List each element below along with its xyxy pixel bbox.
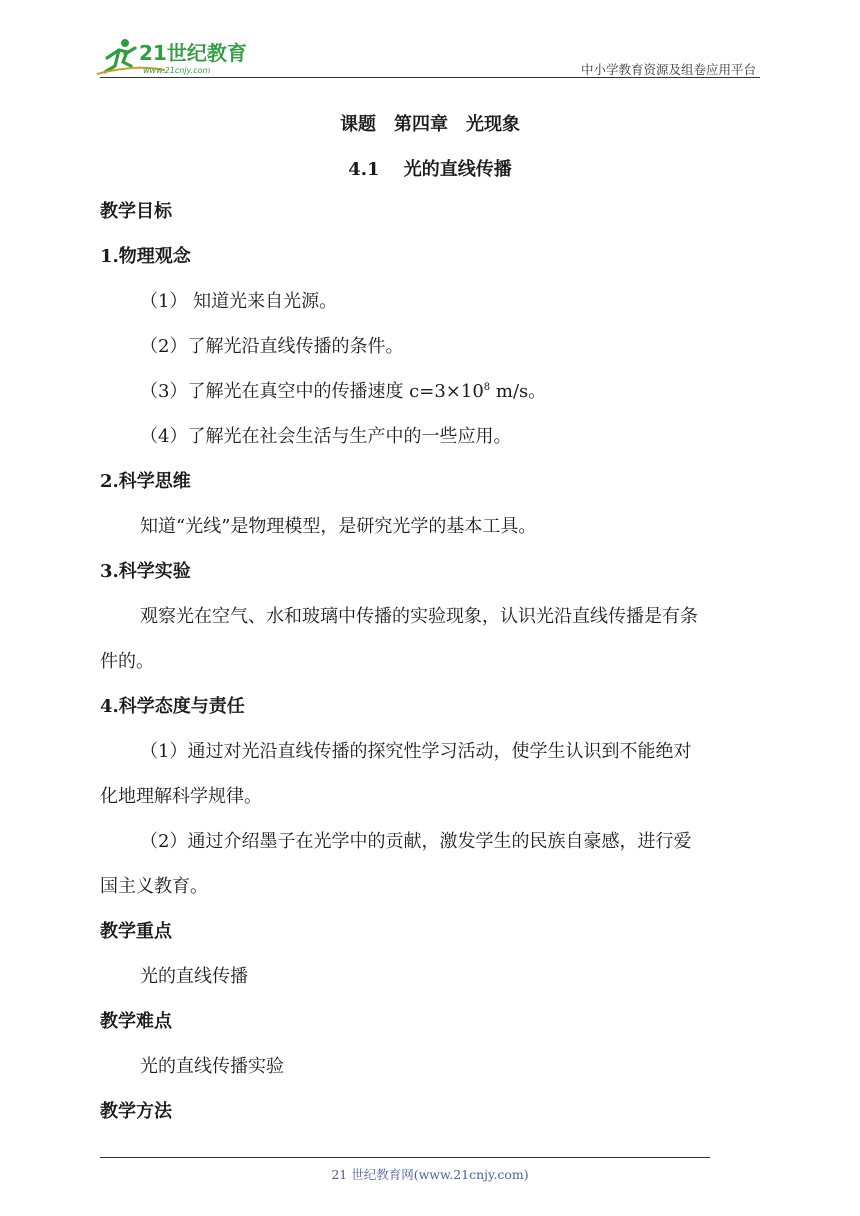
- attitude-item-1-line-2: 化地理解科学规律。: [100, 786, 262, 807]
- heading-difficult-points: 教学难点: [100, 1011, 172, 1032]
- heading-teaching-methods: 教学方法: [100, 1101, 172, 1122]
- goal-item-3-unit: m/s。: [490, 381, 547, 402]
- scientific-thinking-text: 知道“光线”是物理模型，是研究光学的基本工具。: [140, 516, 537, 537]
- heading-key-points: 教学重点: [100, 921, 172, 942]
- attitude-item-1-line-1: （1）通过对光沿直线传播的探究性学习活动，使学生认识到不能绝对: [140, 741, 692, 762]
- heading-scientific-thinking: 2.科学思维: [100, 471, 191, 492]
- footer-site-text: 21 世纪教育网(www.21cnjy.com): [331, 1167, 529, 1182]
- experiment-text-line-2: 件的。: [100, 651, 154, 672]
- footer-divider: [100, 1157, 710, 1158]
- experiment-text-line-1: 观察光在空气、水和玻璃中传播的实验现象，认识光沿直线传播是有条: [140, 606, 698, 627]
- goal-item-3: [140, 380, 546, 404]
- heading-teaching-goals: 教学目标: [100, 201, 172, 222]
- difficult-points-text: 光的直线传播实验: [140, 1056, 284, 1077]
- goal-item-4: （4）了解光在社会生活与生产中的一些应用。: [140, 426, 512, 447]
- brand-logo: [95, 36, 265, 78]
- goal-item-1: （1） 知道光来自光源。: [140, 291, 338, 312]
- svg-text:www.21cnjy.com: www.21cnjy.com: [143, 66, 211, 75]
- attitude-item-2-line-2: 国主义教育。: [100, 876, 208, 897]
- goal-item-3-text: （3）了解光在真空中的传播速度 c=3×10: [140, 381, 484, 402]
- heading-physics-concept: 1.物理观念: [100, 246, 191, 267]
- goal-item-3-exponent: 8: [483, 382, 491, 393]
- attitude-item-2-line-1: （2）通过介绍墨子在光学中的贡献，激发学生的民族自豪感，进行爱: [140, 831, 692, 852]
- heading-scientific-experiment: 3.科学实验: [100, 561, 191, 582]
- key-points-text: 光的直线传播: [140, 966, 248, 987]
- goal-item-2: （2）了解光沿直线传播的条件。: [140, 336, 404, 357]
- header-divider: [100, 77, 760, 78]
- svg-text:21世纪教育: 21世纪教育: [139, 41, 247, 65]
- lesson-subtitle: 4.1 光的直线传播: [348, 159, 512, 180]
- lesson-title: 课题 第四章 光现象: [340, 114, 520, 135]
- header-platform-text: 中小学教育资源及组卷应用平台: [580, 62, 756, 77]
- heading-attitude-responsibility: 4.科学态度与责任: [100, 696, 245, 717]
